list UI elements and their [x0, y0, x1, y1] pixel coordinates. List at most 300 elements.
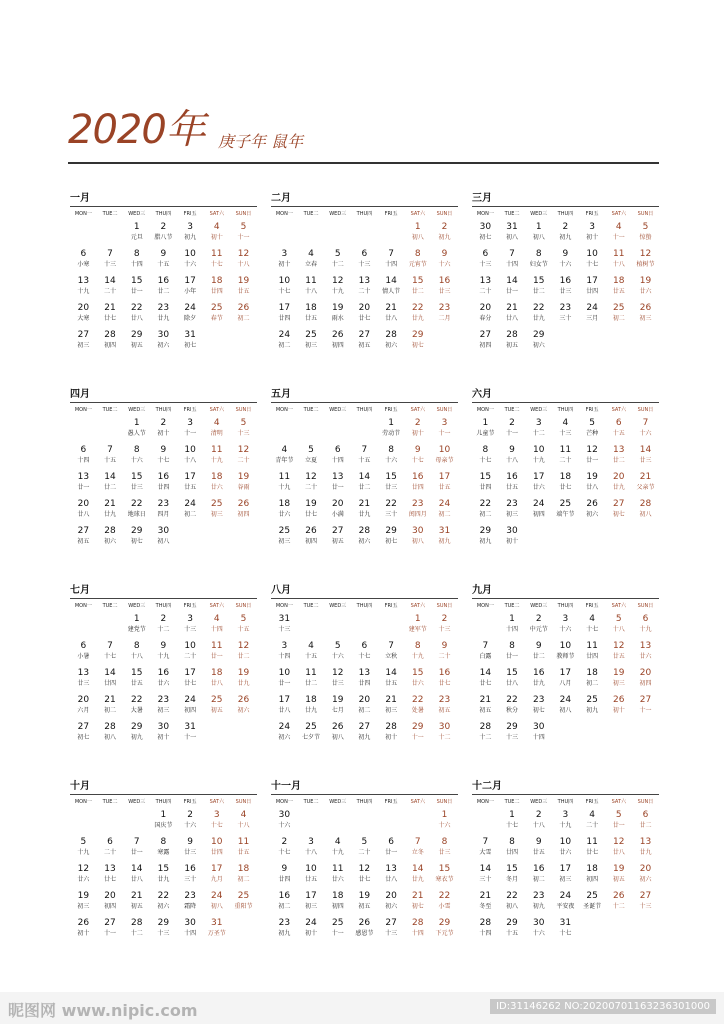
lunar-label: 初二 [586, 680, 599, 687]
day-cell [97, 863, 124, 890]
day-cell [150, 863, 177, 890]
day-number: 4 [240, 810, 247, 820]
day-cell [150, 613, 177, 640]
day-number: 19 [77, 891, 90, 901]
day-number: 28 [104, 330, 116, 340]
day-number: 4 [213, 222, 220, 232]
weekday-label: FRI五 [183, 407, 197, 413]
lunar-label: 清明 [210, 430, 223, 437]
lunar-label: 初六 [586, 511, 599, 518]
day-number: 14 [479, 864, 492, 874]
weekday-label: FRI五 [183, 603, 197, 609]
lunar-label: 廿四 [479, 484, 492, 491]
day-number: 19 [639, 276, 652, 286]
day-number: 3 [281, 249, 288, 259]
day-cell [472, 640, 499, 667]
day-number: 7 [642, 418, 649, 428]
weekday-label: SAT六 [209, 603, 224, 609]
day-number: 31 [559, 918, 572, 928]
day-cell [298, 302, 325, 329]
day-number: 4 [589, 614, 595, 624]
day-cell [97, 525, 124, 552]
day-grid [271, 221, 458, 356]
day-number: 23 [559, 303, 572, 313]
day-number: 22 [412, 695, 424, 705]
lunar-label: 七夕节 [302, 734, 321, 741]
day-number: 25 [559, 499, 572, 509]
day-cell [552, 863, 579, 890]
day-cell [150, 836, 177, 863]
weekday-label: MON一 [74, 211, 92, 217]
lunar-label: 初十 [385, 734, 398, 741]
day-cell [70, 302, 97, 329]
lunar-label: 初七 [184, 342, 197, 349]
lunar-label: 初六 [385, 903, 398, 910]
lunar-label: 腊八节 [154, 234, 173, 241]
day-number: 8 [535, 249, 542, 259]
day-cell [552, 471, 579, 498]
day-cell [552, 694, 579, 721]
weekday-header [472, 797, 659, 807]
day-number: 5 [308, 445, 314, 455]
lunar-label: 初九 [438, 538, 451, 545]
day-number: 8 [133, 249, 140, 259]
empty-cell [70, 809, 97, 836]
lunar-label: 廿九 [157, 315, 170, 322]
day-number: 10 [438, 445, 451, 455]
lunar-label: 廿六 [411, 680, 424, 687]
day-number: 22 [157, 891, 170, 901]
day-cell [525, 221, 552, 248]
lunar-label: 廿九 [104, 511, 117, 518]
lunar-label: 十三 [278, 626, 291, 633]
day-cell [431, 836, 458, 863]
day-number: 30 [532, 918, 545, 928]
lunar-label: 廿六 [639, 288, 652, 295]
day-cell [579, 613, 606, 640]
day-number: 11 [331, 864, 344, 874]
day-cell [552, 613, 579, 640]
day-cell [431, 863, 458, 890]
day-cell [632, 471, 659, 498]
day-number: 3 [589, 222, 595, 232]
day-cell [177, 444, 204, 471]
day-number: 10 [184, 249, 196, 259]
day-cell [632, 613, 659, 640]
day-number: 31 [184, 722, 196, 732]
lunar-label: 初七 [130, 538, 143, 545]
day-number: 14 [385, 668, 397, 678]
lunar-label: 初八 [506, 903, 519, 910]
day-number: 18 [211, 668, 223, 678]
day-number: 8 [414, 249, 421, 259]
lunar-label: 廿三 [385, 484, 398, 491]
day-number: 28 [639, 499, 652, 509]
lunar-label: 十四 [506, 261, 519, 268]
day-grid [271, 809, 458, 944]
lunar-label: 廿一 [385, 849, 398, 856]
lunar-label: 廿七 [305, 511, 318, 518]
empty-cell [351, 417, 378, 444]
lunar-label: 秋分 [506, 707, 519, 714]
day-number: 25 [211, 303, 223, 313]
day-cell [271, 302, 298, 329]
day-number: 16 [157, 276, 170, 286]
day-cell [378, 498, 405, 525]
day-number: 21 [358, 499, 371, 509]
day-number: 6 [361, 641, 368, 651]
day-cell [203, 221, 230, 248]
day-number: 5 [334, 641, 341, 651]
lunar-label: 初二 [438, 511, 451, 518]
day-number: 11 [278, 472, 291, 482]
weekday-label: MON一 [74, 799, 92, 805]
lunar-label: 初六 [278, 734, 291, 741]
empty-cell [271, 221, 298, 248]
day-cell [351, 694, 378, 721]
day-cell [579, 248, 606, 275]
lunar-label: 廿九 [411, 315, 424, 322]
day-number: 2 [509, 418, 515, 428]
day-cell [70, 329, 97, 356]
lunar-label: 三月 [586, 315, 599, 322]
day-number: 3 [281, 641, 288, 651]
day-number: 9 [160, 249, 167, 259]
day-number: 17 [532, 472, 545, 482]
day-cell [203, 836, 230, 863]
weekday-label: SUN日 [436, 799, 453, 805]
day-number: 11 [211, 445, 223, 455]
day-number: 18 [211, 472, 223, 482]
weekday-label: THU四 [356, 603, 373, 609]
day-cell [123, 525, 150, 552]
day-cell [552, 498, 579, 525]
lunar-label: 植树节 [636, 261, 655, 268]
lunar-label: 初五 [77, 538, 90, 545]
lunar-label: 廿四 [411, 484, 424, 491]
day-number: 1 [133, 614, 140, 624]
lunar-label: 廿八 [385, 876, 398, 883]
empty-cell [378, 613, 405, 640]
day-cell [378, 525, 405, 552]
day-number: 15 [130, 472, 143, 482]
day-cell [123, 248, 150, 275]
day-cell [378, 917, 405, 944]
day-cell [431, 525, 458, 552]
weekday-label: SUN日 [637, 211, 654, 217]
lunar-label: 十七 [104, 653, 117, 660]
day-number: 27 [358, 330, 371, 340]
lunar-label: 青年节 [275, 457, 294, 464]
day-cell [123, 275, 150, 302]
weekday-label: WED三 [128, 211, 146, 217]
lunar-label: 十九 [210, 457, 223, 464]
day-number: 22 [130, 695, 143, 705]
lunar-label: 廿五 [438, 484, 451, 491]
weekday-label: THU四 [155, 407, 172, 413]
lunar-label: 十九 [77, 288, 90, 295]
day-grid [472, 809, 659, 944]
weekday-header [271, 797, 458, 807]
day-number: 19 [237, 668, 250, 678]
day-number: 13 [613, 445, 625, 455]
lunar-label: 初二 [532, 876, 545, 883]
day-cell [97, 667, 124, 694]
day-number: 7 [361, 445, 368, 455]
day-cell [324, 890, 351, 917]
day-number: 10 [559, 641, 572, 651]
lunar-label: 十八 [612, 261, 625, 268]
empty-cell [123, 809, 150, 836]
day-cell [324, 248, 351, 275]
lunar-label: 廿二 [305, 680, 318, 687]
day-number: 5 [240, 418, 247, 428]
lunar-label: 十八 [184, 457, 197, 464]
day-cell [632, 667, 659, 694]
lunar-label: 初三 [210, 511, 223, 518]
day-cell [230, 667, 257, 694]
day-number: 30 [438, 722, 451, 732]
day-cell [70, 248, 97, 275]
weekday-header [472, 209, 659, 219]
day-number: 11 [613, 249, 625, 259]
lunar-label: 初十 [157, 430, 170, 437]
day-number: 16 [438, 668, 451, 678]
weekday-label: SUN日 [436, 603, 453, 609]
day-cell [552, 836, 579, 863]
lunar-label: 廿八 [130, 876, 143, 883]
day-cell [472, 917, 499, 944]
lunar-label: 十四 [278, 653, 291, 660]
day-cell [123, 498, 150, 525]
watermark-id: ID:31146262 NO:20200701163236301000 [490, 999, 716, 1014]
day-cell [579, 444, 606, 471]
weekday-label: SAT六 [209, 211, 224, 217]
day-number: 4 [308, 641, 314, 651]
empty-cell [378, 221, 405, 248]
lunar-label: 二十 [358, 849, 371, 856]
lunar-label: 初四 [104, 903, 117, 910]
day-number: 17 [586, 276, 598, 286]
lunar-label: 初十 [305, 930, 318, 937]
day-number: 27 [479, 330, 492, 340]
lunar-label: 愚人节 [127, 430, 146, 437]
lunar-label: 十七 [479, 457, 492, 464]
day-cell [499, 694, 526, 721]
day-cell [298, 640, 325, 667]
day-number: 6 [80, 445, 87, 455]
day-cell [70, 275, 97, 302]
weekday-label: WED三 [530, 407, 548, 413]
day-number: 13 [104, 864, 116, 874]
day-number: 16 [532, 864, 545, 874]
day-number: 29 [506, 722, 518, 732]
lunar-label: 母亲节 [435, 457, 454, 464]
day-cell [203, 694, 230, 721]
day-cell [579, 863, 606, 890]
day-cell [70, 471, 97, 498]
day-number: 21 [385, 695, 397, 705]
day-number: 2 [160, 418, 167, 428]
lunar-label: 十四 [506, 626, 519, 633]
day-number: 2 [281, 837, 288, 847]
day-cell [230, 221, 257, 248]
day-number: 16 [412, 472, 424, 482]
day-number: 23 [438, 695, 451, 705]
day-cell [404, 721, 431, 748]
lunar-label: 二月 [438, 315, 451, 322]
day-cell [97, 836, 124, 863]
day-number: 30 [184, 918, 196, 928]
watermark-logo: 昵图网 www.nipic.com [8, 1001, 198, 1020]
day-cell [605, 444, 632, 471]
weekday-label: THU四 [155, 211, 172, 217]
day-number: 18 [331, 891, 344, 901]
day-number: 13 [358, 276, 371, 286]
day-number: 30 [157, 526, 170, 536]
day-cell [632, 809, 659, 836]
lunar-label: 立秋 [385, 653, 398, 660]
day-cell [203, 471, 230, 498]
day-cell [298, 498, 325, 525]
day-number: 14 [385, 276, 397, 286]
day-number: 6 [615, 418, 622, 428]
day-cell [525, 248, 552, 275]
day-number: 21 [104, 695, 116, 705]
lunar-label: 廿一 [278, 680, 291, 687]
lunar-label: 闰四月 [408, 511, 427, 518]
day-number: 26 [305, 526, 317, 536]
day-number: 5 [240, 222, 247, 232]
day-number: 27 [331, 526, 344, 536]
day-cell [579, 667, 606, 694]
day-number: 11 [305, 276, 317, 286]
lunar-label: 初四 [237, 511, 250, 518]
lunar-label: 廿五 [130, 680, 143, 687]
day-cell [230, 863, 257, 890]
lunar-label: 廿七 [104, 876, 117, 883]
day-number: 24 [211, 891, 223, 901]
day-number: 24 [278, 722, 291, 732]
day-number: 3 [562, 810, 569, 820]
day-number: 17 [559, 864, 572, 874]
day-cell [230, 302, 257, 329]
day-number: 12 [331, 276, 344, 286]
weekday-label: SAT六 [410, 211, 425, 217]
day-number: 25 [211, 499, 223, 509]
weekday-label: FRI五 [585, 603, 599, 609]
day-cell [431, 221, 458, 248]
lunar-label: 廿一 [130, 849, 143, 856]
lunar-label: 十五 [358, 457, 371, 464]
lunar-label: 初六 [237, 707, 250, 714]
day-cell [499, 667, 526, 694]
day-cell [70, 836, 97, 863]
lunar-label: 妇女节 [529, 261, 548, 268]
day-number: 9 [562, 249, 569, 259]
weekday-label: TUE二 [303, 799, 319, 805]
day-cell [123, 221, 150, 248]
lunar-label: 初七 [385, 538, 398, 545]
day-number: 17 [184, 668, 196, 678]
lunar-label: 白露 [479, 653, 492, 660]
day-cell [70, 890, 97, 917]
lunar-label: 初六 [385, 342, 398, 349]
day-cell [472, 275, 499, 302]
day-number: 5 [642, 222, 649, 232]
day-number: 29 [130, 722, 143, 732]
day-cell [579, 471, 606, 498]
lunar-label: 芒种 [586, 430, 599, 437]
lunar-label: 廿三 [438, 849, 451, 856]
lunar-label: 十九 [411, 653, 424, 660]
day-number: 4 [213, 418, 220, 428]
day-cell [378, 302, 405, 329]
weekday-label: FRI五 [183, 799, 197, 805]
lunar-label: 初四 [586, 876, 599, 883]
day-cell [150, 444, 177, 471]
day-number: 21 [104, 499, 116, 509]
lunar-label: 十一 [612, 234, 625, 241]
day-number: 21 [506, 303, 518, 313]
lunar-label: 廿九 [532, 680, 545, 687]
day-number: 4 [308, 249, 314, 259]
day-number: 15 [532, 276, 545, 286]
lunar-label: 平安夜 [556, 903, 575, 910]
day-number: 10 [532, 445, 545, 455]
weekday-label: MON一 [476, 603, 494, 609]
day-cell [123, 694, 150, 721]
month-divider [472, 402, 659, 403]
lunar-label: 十三 [157, 930, 170, 937]
day-cell [552, 302, 579, 329]
lunar-label: 十三 [559, 430, 572, 437]
lunar-label: 初三 [506, 511, 519, 518]
lunar-label: 雨水 [331, 315, 344, 322]
weekday-label: WED三 [530, 799, 548, 805]
day-cell [472, 667, 499, 694]
weekday-header [70, 797, 257, 807]
lunar-label: 教师节 [556, 653, 575, 660]
day-number: 12 [358, 864, 371, 874]
day-cell [525, 302, 552, 329]
weekday-header [70, 601, 257, 611]
lunar-label: 廿八 [77, 511, 90, 518]
day-number: 2 [562, 222, 569, 232]
lunar-label: 廿八 [506, 680, 519, 687]
day-cell [123, 444, 150, 471]
day-cell [351, 248, 378, 275]
lunar-label: 廿三 [130, 484, 143, 491]
day-number: 17 [184, 472, 196, 482]
lunar-label: 廿三 [438, 288, 451, 295]
day-cell [271, 525, 298, 552]
day-cell [605, 417, 632, 444]
day-number: 24 [184, 303, 196, 313]
day-cell [177, 694, 204, 721]
lunar-label: 十四 [411, 930, 424, 937]
day-number: 13 [77, 276, 90, 286]
lunar-label: 十三 [237, 430, 250, 437]
day-number: 25 [278, 526, 291, 536]
day-number: 19 [331, 303, 344, 313]
weekday-label: TUE二 [504, 603, 520, 609]
day-number: 28 [104, 526, 116, 536]
day-number: 10 [184, 445, 196, 455]
day-cell [605, 836, 632, 863]
lunar-label: 十六 [130, 457, 143, 464]
lunar-label: 初三 [157, 707, 170, 714]
